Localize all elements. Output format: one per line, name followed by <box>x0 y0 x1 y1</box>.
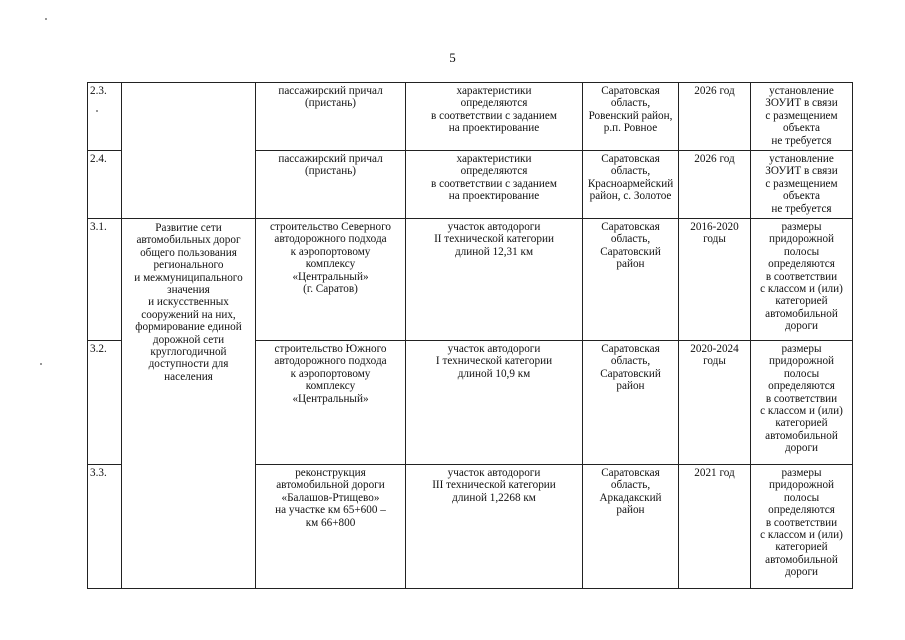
location-cell: Саратовская область, Саратовский район <box>583 219 679 341</box>
location-cell: Саратовская область, Саратовский район <box>583 341 679 465</box>
table-row <box>88 219 853 341</box>
characteristics-cell: участок автодороги I технической категории длиной 10,9 км <box>406 341 583 465</box>
term-cell: 2020-2024 годы <box>679 341 751 465</box>
objects-table <box>87 82 853 589</box>
location-cell: Саратовская область, Красноармейский район, с. Золотое <box>583 151 679 219</box>
row-number: 2.3. <box>88 83 122 151</box>
scan-speck <box>45 18 47 20</box>
location-cell: Саратовская область, Ровенский район, р.п. Ровное <box>583 83 679 151</box>
row-number: 3.2. <box>88 341 122 465</box>
zone-cell: установление ЗОУИТ в связи с размещением объекта не требуется <box>751 151 853 219</box>
object-cell: строительство Южного автодорожного подхода к аэропортовому комплексу «Центральный» <box>256 341 406 465</box>
characteristics-cell: характеристики определяются в соответствии с заданием на проектирование <box>406 83 583 151</box>
row-number: 2.4. <box>88 151 122 219</box>
row-number: 3.3. <box>88 465 122 589</box>
zone-cell: установление ЗОУИТ в связи с размещением объекта не требуется <box>751 83 853 151</box>
scan-speck <box>40 363 42 365</box>
characteristics-cell: участок автодороги III технической категории длиной 1,2268 км <box>406 465 583 589</box>
page-number: 5 <box>449 50 456 65</box>
term-cell: 2021 год <box>679 465 751 589</box>
zone-cell: размеры придорожной полосы определяются в соответствии с классом и (или) категорией автомобильной дороги <box>751 341 853 465</box>
zone-cell: размеры придорожной полосы определяются в соответствии с классом и (или) категорией автомобильной дороги <box>751 219 853 341</box>
object-cell: строительство Северного автодорожного подхода к аэропортовому комплексу «Центральный» (г. Саратов) <box>256 219 406 341</box>
table-row <box>88 83 853 151</box>
object-cell: реконструкция автомобильной дороги «Балашов-Ртищево» на участке км 65+600 – км 66+800 <box>256 465 406 589</box>
row-number: 3.1. <box>88 219 122 341</box>
group-title-cell: Развитие сети автомобильных дорог общего пользования регионального и межмуниципального значения и искусственных сооружений на них, формирование единой дорожной сети круглогодичной доступности для населения <box>122 219 256 589</box>
term-cell: 2026 год <box>679 83 751 151</box>
characteristics-cell: характеристики определяются в соответствии с заданием на проектирование <box>406 151 583 219</box>
group-cell-empty <box>122 83 256 219</box>
term-cell: 2016-2020 годы <box>679 219 751 341</box>
location-cell: Саратовская область, Аркадакский район <box>583 465 679 589</box>
zone-cell: размеры придорожной полосы определяются в соответствии с классом и (или) категорией автомобильной дороги <box>751 465 853 589</box>
term-cell: 2026 год <box>679 151 751 219</box>
object-cell: пассажирский причал (пристань) <box>256 151 406 219</box>
characteristics-cell: участок автодороги II технической категории длиной 12,31 км <box>406 219 583 341</box>
object-cell: пассажирский причал (пристань) <box>256 83 406 151</box>
